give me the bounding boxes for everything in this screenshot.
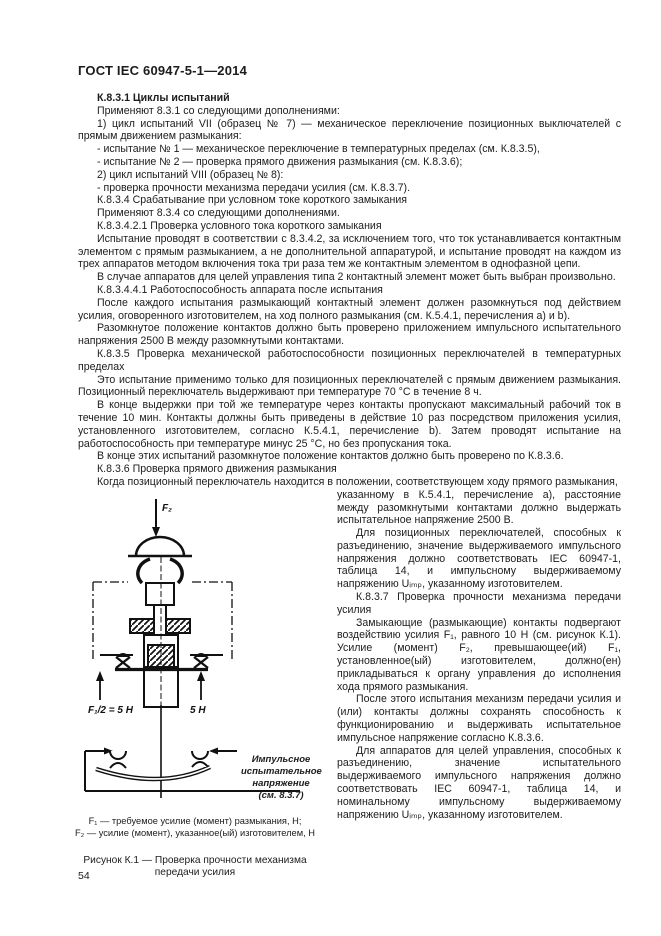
page-header: ГОСТ IEC 60947-5-1—2014 bbox=[78, 63, 247, 78]
paragraph: Разомкнутое положение контактов должно быть проверено приложением импульсного испытательного напряжения 2500 В между разомкнутыми контактами. bbox=[78, 322, 621, 348]
roller-right bbox=[190, 653, 223, 668]
actuator-collar bbox=[138, 559, 182, 583]
paragraph: В случае аппаратов для целей управления типа 2 контактный элемент может быть выбран произвольно. bbox=[97, 271, 616, 284]
right-text-column bbox=[337, 489, 621, 822]
clause-heading: К.8.3.6 Проверка прямого движения размыкания bbox=[97, 463, 337, 476]
list-item: - испытание № 1 — механическое переключение в температурных пределах (см. К.8.3.5), bbox=[97, 143, 540, 156]
paragraph: Это испытание применимо только для позиционных переключателей с прямым движением размыкания. Позиционный переключатель выдерживают при температуре 70 °С в течение 8 ч. bbox=[78, 373, 621, 399]
force-arrow-left bbox=[96, 671, 104, 700]
figure-legend bbox=[60, 815, 330, 840]
paragraph: После каждого испытания размыкающий контактный элемент должен разомкнуться под действием усилия, оговоренного изготовителем, на ход полного размыкания (см. К.5.4.1, перечисления а) и b). bbox=[78, 296, 621, 322]
figure-k1 bbox=[60, 499, 330, 809]
force-f2-label: F₂ bbox=[162, 502, 172, 514]
two-column-region bbox=[74, 488, 621, 880]
force-arrow-right bbox=[197, 671, 205, 700]
roller-left bbox=[100, 653, 133, 668]
page-number: 54 bbox=[78, 870, 90, 882]
clause-heading: К.8.3.7 Проверка прочности механизма передачи усилия bbox=[337, 591, 621, 616]
paragraph: Применяют 8.3.4 со следующими дополнениями. bbox=[97, 207, 340, 220]
paragraph: 1) цикл испытаний VII (образец № 7) — механическое переключение позиционных выключателей с прямым движением размыкания: bbox=[78, 117, 621, 143]
legend-line-f1: F₁ — требуемое усилие (момент) размыкания, Н; bbox=[88, 815, 302, 826]
paragraph: Для позиционных переключателей, способных к разъединению, значение выдерживаемого импульсного напряжения должно соответствовать IEC 60947-1, таблица 14, и импульсному выдерживаемому напряжению Uᵢₘₚ, указанному изготовителем. bbox=[337, 527, 621, 591]
force-f2-arrow bbox=[152, 499, 160, 537]
list-item: 2) цикл испытаний VIII (образец № 8): bbox=[97, 168, 284, 181]
paragraph: Применяют 8.3.1 со следующими дополнениями: bbox=[97, 104, 340, 117]
clause-heading: К.8.3.5 Проверка механической работоспособности позиционных переключателей в температурных пределах bbox=[78, 347, 621, 373]
mounting-plate bbox=[130, 619, 190, 633]
paragraph: После этого испытания механизм передачи усилия и (или) контакты должны сохранять способность к функционированию и выдерживать испытательное импульсное напряжение согласно К.8.3.6. bbox=[337, 693, 621, 744]
paragraph: Замыкающие (размыкающие) контакты подвергают воздействию усилия F₁, равного 10 Н (см. рисунок К.1). Усилие (момент) F₂, превышающее(ий) F₁, установленное(ый) изготовителем, должно(ен) прикладываться к органу управления до исполнения хода прямого размыкания. bbox=[337, 616, 621, 693]
list-item: - испытание № 2 — проверка прямого движения размыкания (см. К.8.3.6); bbox=[97, 155, 463, 168]
force-right-label: 5 Н bbox=[190, 704, 206, 716]
clause-heading: К.8.3.4 Срабатывание при условном токе короткого замыкания bbox=[97, 194, 408, 207]
paragraph: В конце этих испытаний разомкнутое положение контактов должно быть проверено по К.8.3.6. bbox=[97, 450, 564, 463]
paragraph: В конце выдержки при той же температуре через контакты пропускают максимальный рабочий ток в течение 10 мин. Контакты должны быть приведены в действие 10 раз посредством приложения усилия, установленного изготовителем, согласно К.5.4.1, перечисление b). Затем проводят испытание на работоспособность при температуре минус 25 °С, но без пропускания тока. bbox=[78, 399, 621, 450]
clause-heading: К.8.3.4.4.1 Работоспособность аппарата после испытания bbox=[97, 283, 383, 296]
paragraph: Для аппаратов для целей управления, способных к разъединению, значение испытательного выдерживаемого импульсного напряжения должно соответствовать IEC 60947-1, таблица 14, и номинальному импульсному выдерживаемому напряжению Uᵢₘₚ, указанному изготовителем. bbox=[337, 744, 621, 821]
figure-caption: Рисунок К.1 — Проверка прочности механизма передачи усилия bbox=[83, 854, 307, 879]
list-item: - проверка прочности механизма передачи усилия (см. К.8.3.7). bbox=[97, 181, 411, 194]
actuator-dome-icon bbox=[128, 537, 192, 556]
figure-column bbox=[74, 489, 337, 880]
body-text bbox=[74, 92, 621, 880]
legend-line-f2: F₂ — усилие (момент), указанное(ый) изготовителем, Н bbox=[74, 828, 315, 839]
clause-heading: К.8.3.1 Циклы испытаний bbox=[97, 92, 230, 104]
paragraph: указанному в К.5.4.1, перечисление а), расстояние между разомкнутыми контактами должно выдержать испытательное напряжение 2500 В. bbox=[337, 488, 621, 527]
clause-heading: К.8.3.4.2.1 Проверка условного тока короткого замыкания bbox=[97, 219, 382, 232]
force-left-label: F₁/2 = 5 Н bbox=[88, 704, 133, 716]
paragraph: Когда позиционный переключатель находится в положении, соответствующем ходу прямого размыкания, bbox=[97, 475, 618, 488]
paragraph: Испытание проводят в соответствии с 8.3.4.2, за исключением того, что ток устанавливается контактным элементом с прямым размыканием, а не дополнительной аппаратурой, и испытание проводят на каждом из трех аппаратов методом включения тока три раза тем же контактным элементом в однофазной цепи. bbox=[78, 232, 621, 271]
impulse-voltage-note: Импульсное испытательное напряжение (см. 8.3.7) bbox=[241, 753, 322, 801]
